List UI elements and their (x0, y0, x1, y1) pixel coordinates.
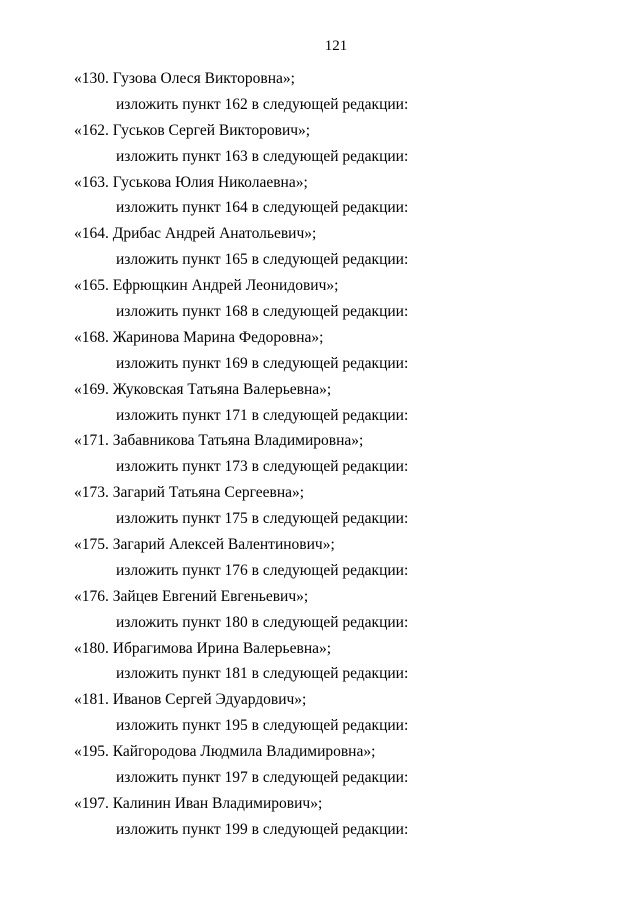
list-item-entry: «168. Жаринова Марина Федоровна»; (74, 328, 324, 346)
list-item-entry: «175. Загарий Алексей Валентинович»; (74, 536, 335, 554)
list-item-instruction: изложить пункт 164 в следующей редакции: (116, 199, 409, 217)
amendment-list (0, 66, 640, 843)
list-item-instruction: изложить пункт 162 в следующей редакции: (116, 95, 409, 113)
list-item-entry: «130. Гузова Олеся Викторовна»; (74, 70, 295, 87)
list-item-instruction: изложить пункт 197 в следующей редакции: (116, 769, 409, 787)
list-item-entry: «165. Ефрющкин Андрей Леонидович»; (74, 277, 339, 295)
list-item-entry: «171. Забавникова Татьяна Владимировна»; (74, 432, 364, 450)
list-item-entry: «162. Гуськов Сергей Викторович»; (74, 121, 311, 139)
list-item-instruction: изложить пункт 175 в следующей редакции: (116, 510, 409, 528)
list-item-entry: «163. Гуськова Юлия Николаевна»; (74, 173, 308, 191)
list-item-entry: «176. Зайцев Евгений Евгеньевич»; (74, 587, 309, 605)
list-item-instruction: изложить пункт 171 в следующей редакции: (116, 406, 409, 424)
list-item-instruction: изложить пункт 176 в следующей редакции: (116, 561, 409, 579)
list-item-instruction: изложить пункт 181 в следующей редакции: (116, 665, 409, 683)
list-item-entry: «164. Дрибас Андрей Анатольевич»; (74, 225, 317, 243)
list-item-entry: «180. Ибрагимова Ирина Валерьевна»; (74, 639, 332, 657)
list-item-entry: «169. Жуковская Татьяна Валерьевна»; (74, 380, 332, 398)
list-item-entry: «197. Калинин Иван Владимирович»; (74, 794, 323, 812)
list-item-instruction: изложить пункт 168 в следующей редакции: (116, 303, 409, 321)
list-item-entry: «195. Кайгородова Людмила Владимировна»; (74, 743, 376, 761)
list-item-instruction: изложить пункт 163 в следующей редакции: (116, 147, 409, 165)
list-item-instruction: изложить пункт 199 в следующей редакции: (116, 820, 409, 838)
list-item-instruction: изложить пункт 180 в следующей редакции: (116, 613, 409, 631)
list-item-entry: «181. Иванов Сергей Эдуардович»; (74, 691, 307, 709)
list-item-instruction: изложить пункт 165 в следующей редакции: (116, 251, 409, 269)
list-item-entry: «173. Загарий Татьяна Сергеевна»; (74, 484, 305, 502)
list-item-instruction: изложить пункт 173 в следующей редакции: (116, 458, 409, 476)
list-item-instruction: изложить пункт 195 в следующей редакции: (116, 717, 409, 735)
page-number: 121 (324, 38, 348, 54)
list-item-instruction: изложить пункт 169 в следующей редакции: (116, 354, 409, 372)
